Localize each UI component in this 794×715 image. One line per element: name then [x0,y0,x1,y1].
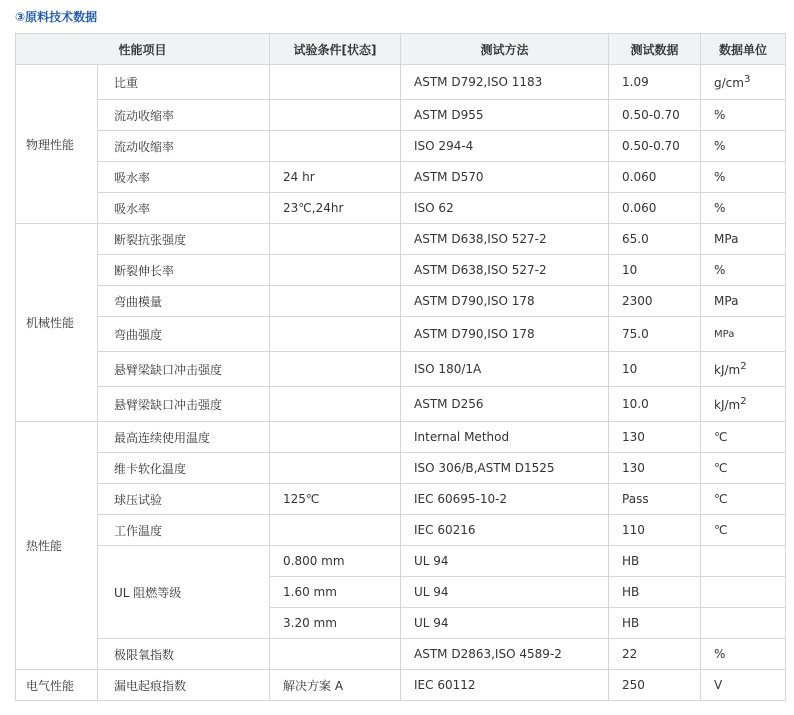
method-cell: ASTM D955 [401,100,609,131]
value-cell: 0.060 [609,162,701,193]
raw-material-data-table [15,33,786,701]
condition-cell [270,352,401,387]
condition-cell [270,224,401,255]
value-cell: 65.0 [609,224,701,255]
condition-cell [270,65,401,100]
category-cell: 物理性能 [16,65,98,224]
table-row [16,65,786,100]
method-cell: ISO 180/1A [401,352,609,387]
property-cell: 弯曲模量 [98,286,270,317]
method-cell: UL 94 [401,546,609,577]
condition-cell: 24 hr [270,162,401,193]
unit-cell [701,546,786,577]
unit-cell: % [701,639,786,670]
property-cell: 最高连续使用温度 [98,422,270,453]
table-row [16,352,786,387]
value-cell: 10 [609,255,701,286]
unit-cell: ℃ [701,453,786,484]
condition-cell [270,515,401,546]
condition-cell [270,453,401,484]
method-cell: ASTM D2863,ISO 4589-2 [401,639,609,670]
property-cell: 悬臂梁缺口冲击强度 [98,387,270,422]
property-cell: 吸水率 [98,162,270,193]
method-cell: ISO 294-4 [401,131,609,162]
table-row [16,546,786,577]
condition-cell [270,422,401,453]
property-cell: 弯曲强度 [98,317,270,352]
header-unit: 数据单位 [701,34,786,65]
header-property: 性能项目 [16,34,270,65]
unit-text: kJ/m [714,398,741,412]
condition-cell: 0.800 mm [270,546,401,577]
unit-cell: MPa [701,317,786,352]
condition-cell: 1.60 mm [270,577,401,608]
value-cell: 2300 [609,286,701,317]
method-cell: ASTM D790,ISO 178 [401,286,609,317]
method-cell: UL 94 [401,577,609,608]
table-row [16,255,786,286]
method-cell: IEC 60112 [401,670,609,701]
value-cell: Pass [609,484,701,515]
table-row [16,193,786,224]
method-cell: ASTM D256 [401,387,609,422]
table-row [16,224,786,255]
property-cell: 流动收缩率 [98,131,270,162]
table-row [16,100,786,131]
condition-cell [270,131,401,162]
condition-cell: 125℃ [270,484,401,515]
property-cell: 吸水率 [98,193,270,224]
header-row [16,34,786,65]
table-row [16,286,786,317]
property-cell: 维卡软化温度 [98,453,270,484]
value-cell: 75.0 [609,317,701,352]
condition-cell [270,255,401,286]
category-cell: 机械性能 [16,224,98,422]
method-cell: ASTM D638,ISO 527-2 [401,224,609,255]
table-row [16,453,786,484]
unit-superscript: 2 [740,396,747,407]
unit-cell [701,577,786,608]
header-method: 测试方法 [401,34,609,65]
property-cell: 工作温度 [98,515,270,546]
method-cell: IEC 60695-10-2 [401,484,609,515]
value-cell: HB [609,608,701,639]
table-row [16,422,786,453]
condition-cell: 解决方案 A [270,670,401,701]
table-row [16,639,786,670]
value-cell: 130 [609,422,701,453]
unit-cell [701,65,786,100]
unit-cell: ℃ [701,515,786,546]
unit-cell [701,608,786,639]
property-cell: 断裂伸长率 [98,255,270,286]
condition-cell [270,286,401,317]
table-row [16,515,786,546]
value-cell: HB [609,577,701,608]
property-cell: 流动收缩率 [98,100,270,131]
value-cell: 0.060 [609,193,701,224]
property-cell: 比重 [98,65,270,100]
property-cell: UL 阻燃等级 [98,546,270,639]
table-row [16,162,786,193]
method-cell: ASTM D570 [401,162,609,193]
unit-superscript: 3 [743,74,751,85]
category-cell: 电气性能 [16,670,98,701]
unit-cell: MPa [701,224,786,255]
method-cell: Internal Method [401,422,609,453]
value-cell: 130 [609,453,701,484]
condition-cell [270,317,401,352]
condition-cell: 3.20 mm [270,608,401,639]
unit-cell: V [701,670,786,701]
unit-cell: % [701,255,786,286]
property-cell: 极限氧指数 [98,639,270,670]
value-cell: 0.50-0.70 [609,100,701,131]
method-cell: IEC 60216 [401,515,609,546]
unit-text: kJ/m [714,363,741,377]
value-cell: 22 [609,639,701,670]
unit-cell: % [701,100,786,131]
method-cell: ASTM D790,ISO 178 [401,317,609,352]
value-cell: 0.50-0.70 [609,131,701,162]
property-cell: 悬臂梁缺口冲击强度 [98,352,270,387]
condition-cell [270,100,401,131]
table-row [16,484,786,515]
method-cell: ISO 306/B,ASTM D1525 [401,453,609,484]
unit-cell: % [701,193,786,224]
unit-cell: % [701,162,786,193]
unit-superscript: 2 [740,361,747,372]
table-row [16,387,786,422]
property-cell: 球压试验 [98,484,270,515]
unit-cell: ℃ [701,422,786,453]
section-title: ③原料技术数据 [15,10,98,24]
header-condition: 试验条件[状态] [270,34,401,65]
category-cell: 热性能 [16,422,98,670]
table-row [16,131,786,162]
unit-cell: % [701,131,786,162]
condition-cell [270,387,401,422]
condition-cell [270,639,401,670]
method-cell: ASTM D792,ISO 1183 [401,65,609,100]
property-cell: 断裂抗张强度 [98,224,270,255]
method-cell: ISO 62 [401,193,609,224]
method-cell: UL 94 [401,608,609,639]
value-cell: 110 [609,515,701,546]
value-cell: HB [609,546,701,577]
table-row [16,317,786,352]
value-cell: 1.09 [609,65,701,100]
unit-cell: ℃ [701,484,786,515]
method-cell: ASTM D638,ISO 527-2 [401,255,609,286]
value-cell: 10.0 [609,387,701,422]
unit-cell [701,387,786,422]
unit-cell: MPa [701,286,786,317]
unit-text: g/cm [714,76,744,90]
table-row [16,670,786,701]
unit-cell [701,352,786,387]
property-cell: 漏电起痕指数 [98,670,270,701]
header-value: 测试数据 [609,34,701,65]
condition-cell: 23℃,24hr [270,193,401,224]
value-cell: 250 [609,670,701,701]
value-cell: 10 [609,352,701,387]
